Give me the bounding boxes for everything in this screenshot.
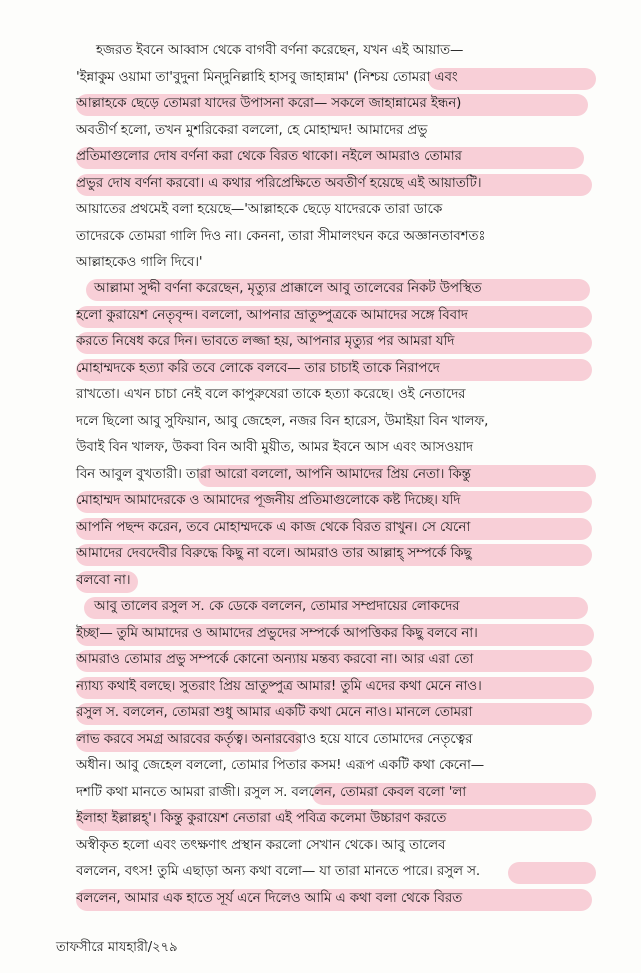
- text-line: বললেন, বৎস! তুমি এছাড়া অন্য কথা বলো— যা তারা মানতে পারে। রসুল স.: [76, 859, 596, 886]
- highlight-mark: [508, 862, 596, 884]
- text-line: দশটি কথা মানতে আমরা রাজী। রসুল স. বললেন, তোমরা কেবল বলো 'লা: [76, 780, 596, 807]
- text-line: করতে নিষেধ করে দিন। ভাবতে লজ্জা হয়, আপনার মৃত্যুর পর আমরা যদি: [76, 329, 596, 356]
- text-line: 'ইন্নাকুম ওয়ামা তা'বুদুনা মিন্‌দুনিল্লাহি হাসবু জাহান্নাম' (নিশ্চয় তোমরা এবং: [76, 65, 596, 92]
- text-line: মোহাম্মদকে হত্যা করি তবে লোকে বলবে— তার চাচাই তাকে নিরাপদে: [76, 356, 596, 383]
- text-line: লাভ করবে সমগ্র আরবের কর্তৃত্ব। অনারবেরাও হয়ে যাবে তোমাদের নেতৃত্বের: [76, 727, 596, 754]
- text-line: দলে ছিলো আবু সুফিয়ান, আবু জেহেল, নজর বিন হারেস, উমাইয়া বিন খালফ,: [76, 413, 489, 429]
- text-line: প্রভুর দোষ বর্ণনা করবো। এ কথার পরিপ্রেক্ষিতে অবতীর্ণ হয়েছে এই আয়াতটি।: [76, 171, 596, 198]
- paragraph-3: [76, 594, 596, 912]
- text-line: বিন আবুল বুখতারী। তারা আরো বললো, আপনি আমাদের প্রিয় নেতা। কিন্তু: [76, 462, 596, 489]
- text-line: হজরত ইবনে আব্বাস থেকে বাগবী বর্ণনা করেছেন, যখন এই আয়াত—: [96, 43, 464, 58]
- text-line: আমরাও তোমার প্রভু সম্পর্কে কোনো অন্যায় মন্তব্য করবো না। আর এরা তো: [76, 647, 596, 674]
- text-line: ইচ্ছা— তুমি আমাদের ও আমাদের প্রভুদের সম্পর্কে আপত্তিকর কিছু বলবে না।: [76, 621, 596, 648]
- text-line: আল্লাহকে ছেড়ে তোমরা যাদের উপাসনা করো— সকলে জাহান্নামের ইন্ধন): [76, 91, 596, 118]
- text-line: বললেন, আমার এক হাতে সূর্য এনে দিলেও আমি এ কথা বলা থেকে বিরত: [76, 886, 596, 913]
- paragraph-1: [76, 38, 596, 277]
- text-line: ন্যায্য কথাই বলছে। সুতরাং প্রিয় ভ্রাতুষ্পুত্র আমার! তুমি এদের কথা মেনে নাও।: [76, 674, 596, 701]
- text-line: প্রতিমাগুলোর দোষ বর্ণনা করা থেকে বিরত থাকো। নইলে আমরাও তোমার: [76, 144, 596, 171]
- text-line: আমাদের দেবদেবীর বিরুদ্ধে কিছু না বলে। আমরাও তার আল্লাহ্ সম্পর্কে কিছু: [76, 541, 596, 568]
- text-line: অবতীর্ণ হলো, তখন মুশরিকেরা বললো, হে মোহাম্মদ! আমাদের প্রভু: [76, 122, 428, 138]
- text-line: রসুল স. বললেন, তোমরা শুধু আমার একটি কথা মেনে নাও। মানলে তোমরা: [76, 700, 596, 727]
- text-line: রাখতো। এখন চাচা নেই বলে কাপুরুষেরা তাকে হত্যা করেছে। ওই নেতাদের: [76, 387, 466, 402]
- text-line: অস্বীকৃত হলো এবং তৎক্ষণাৎ প্রস্থান করলো সেখান থেকে। আবু তালেব: [76, 837, 446, 853]
- text-line: আল্লাহকেও গালি দিবে।': [76, 255, 203, 270]
- paragraph-2: [76, 276, 596, 594]
- text-line: মোহাম্মদ আমাদেরকে ও আমাদের পূজনীয় প্রতিমাগুলোকে কষ্ট দিচ্ছে। যদি: [76, 488, 596, 515]
- text-line: ইলাহা ইল্লাল্লহ্'। কিন্তু কুরায়েশ নেতারা এই পবিত্র কলেমা উচ্চারণ করতে: [76, 806, 596, 833]
- text-line: বলবো না।: [76, 568, 596, 595]
- text-line: আবু তালেব রসুল স. কে ডেকে বললেন, তোমার সম্প্রদায়ের লোকদের: [76, 594, 596, 621]
- text-line: আয়াতের প্রথমেই বলা হয়েছে—'আল্লাহকে ছেড়ে যাদেরকে তারা ডাকে: [76, 202, 443, 217]
- text-line: আল্লামা সুদ্দী বর্ণনা করেছেন, মৃত্যুর প্রাক্কালে আবু তালেবের নিকট উপস্থিত: [76, 276, 596, 303]
- text-line: অধীন। আবু জেহেল বললো, তোমার পিতার কসম! এরূপ একটি কথা কেনো—: [76, 758, 485, 773]
- text-line: হলো কুরায়েশ নেতৃবৃন্দ। বললো, আপনার ভ্রাতুষ্পুত্রকে আমাদের সঙ্গে বিবাদ: [76, 303, 596, 330]
- page-footer: তাফসীরে মাযহারী/২৭৯: [56, 940, 178, 955]
- text-line: উবাই বিন খালফ, উকবা বিন আবী মুয়ীত, আমর ইবনে আস এবং আসওয়াদ: [76, 440, 473, 455]
- text-line: আপনি পছন্দ করেন, তবে মোহাম্মদকে এ কাজ থেকে বিরত রাখুন। সে যেনো: [76, 515, 596, 542]
- text-line: তাদেরকে তোমরা গালি দিও না। কেননা, তারা সীমালংঘন করে অজ্ঞানতাবশতঃ: [76, 228, 486, 244]
